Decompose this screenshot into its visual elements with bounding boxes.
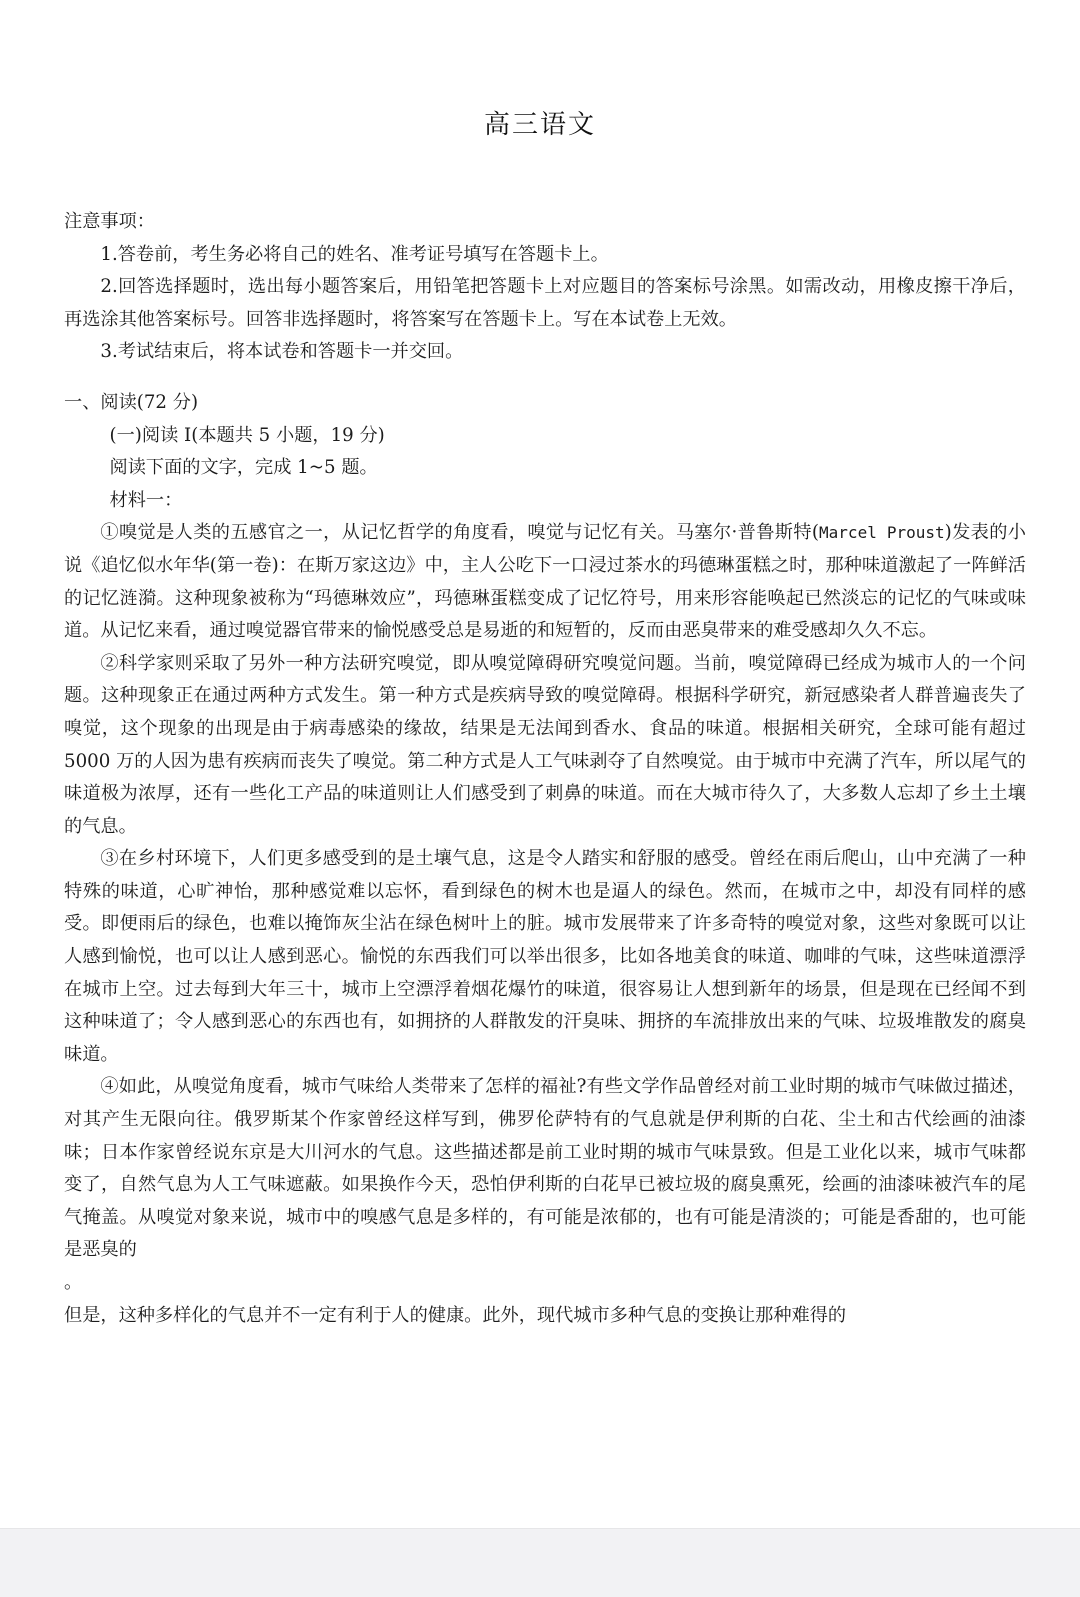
subsection-heading: (一)阅读 I(本题共 5 小题，19 分) (109, 424, 385, 446)
paragraph-5: 但是，这种多样化的气息并不一定有利于人的健康。此外，现代城市多种气息的变换让那种难得的 (64, 1304, 847, 1326)
paragraph-1-start: ①嗅觉是人类的五感官之一，从记忆哲学的角度看，嗅觉与记忆有关。马塞尔·普鲁斯特( (100, 522, 820, 544)
document-body (64, 206, 1026, 1332)
notice-item-1: 1.答卷前，考生务必将自己的姓名、准考证号填写在答题卡上。 (100, 243, 609, 265)
material-label: 材料一： (109, 489, 183, 511)
page-title: 高三语文 (483, 110, 596, 140)
paragraph-2: ②科学家则采取了另外一种方法研究嗅觉，即从嗅觉障碍研究嗅觉问题。当前，嗅觉障碍已经成为城市人的一个问题。这种现象正在通过两种方式发生。第一种方式是疾病导致的嗅觉障碍。根据科学研究，新冠感染者人群普遍丧失了嗅觉，这个现象的出现是由于病毒感染的缘故，结果是无法闻到香水、食品的味道。根据相关研究，全球可能有超过 5000 万的人因为患有疾病而丧失了嗅觉。第二种方式是人工气味剥夺了自然嗅觉。由于城市中充满了汽车，所以尾气的味道极为浓厚，还有一些化工产品的味道则让人们感受到了刺鼻的味道。而在大城市待久了，大多数人忘却了乡土土壤的气息。 (64, 652, 1026, 837)
paragraph-4: ④如此，从嗅觉角度看，城市气味给人类带来了怎样的福祉?有些文学作品曾经对前工业时期的城市气味做过描述，对其产生无限向往。俄罗斯某个作家曾经这样写到，佛罗伦萨特有的气息就是伊利斯的白花、尘土和古代绘画的油漆味；日本作家曾经说东京是大川河水的气息。这些描述都是前工业时期的城市气味景致。但是工业化以来，城市气味都变了，自然气息为人工气味遮蔽。如果换作今天，恐怕伊利斯的白花早已被垃圾的腐臭熏死，绘画的油漆味被汽车的尾气掩盖。从嗅觉对象来说，城市中的嗅感气息是多样的，有可能是浓郁的，也有可能是清淡的；可能是香甜的，也可能是恶臭的 (64, 1076, 1026, 1261)
paragraph-1 (64, 517, 1026, 647)
notice-item-3: 3.考试结束后，将本试卷和答题卡一并交回。 (100, 341, 464, 363)
section-heading: 一、阅读(72 分) (64, 391, 199, 413)
notice-heading: 注意事项： (64, 211, 155, 232)
notice-item-2: 2.回答选择题时，选出每小题答案后，用铅笔把答题卡上对应题目的答案标号涂黑。如需改动，用橡皮擦干净后，再选涂其他答案标号。回答非选择题时，将答案写在答题卡上。写在本试卷上无效。 (64, 276, 1026, 330)
reading-instruction: 阅读下面的文字，完成 1~5 题。 (109, 457, 378, 479)
paragraph-4-tail: 。 (64, 1272, 83, 1293)
paragraph-1-name: Marcel Proust (819, 523, 945, 543)
page-bottom-band (0, 1528, 1080, 1597)
paragraph-3: ③在乡村环境下，人们更多感受到的是土壤气息，这是令人踏实和舒服的感受。曾经在雨后爬山，山中充满了一种特殊的味道，心旷神怡，那种感觉难以忘怀，看到绿色的树木也是逼人的绿色。然而，在城市之中，却没有同样的感受。即便雨后的绿色，也难以掩饰灰尘沾在绿色树叶上的脏。城市发展带来了许多奇特的嗅觉对象，这些对象既可以让人感到愉悦，也可以让人感到恶心。愉悦的东西我们可以举出很多，比如各地美食的味道、咖啡的气味，这些味道漂浮在城市上空。过去每到大年三十，城市上空漂浮着烟花爆竹的味道，很容易让人想到新年的场景，但是现在已经闻不到这种味道了；令人感到恶心的东西也有，如拥挤的人群散发的汗臭味、拥挤的车流排放出来的气味、垃圾堆散发的腐臭味道。 (64, 848, 1026, 1065)
paragraph-1-rest: )发表的小说《追忆似水年华(第一卷)：在斯万家这边》中，主人公吃下一口浸过茶水的玛德琳蛋糕之时，那种味道激起了一阵鲜活的记忆涟漪。这种现象被称为“玛德琳效应”，玛德琳蛋糕变成了记忆符号，用来形容能唤起已然淡忘的记忆的气味或味道。从记忆来看，通过嗅觉器官带来的愉悦感受总是易逝的和短暂的，反而由恶臭带来的难受感却久久不忘。 (64, 522, 1026, 642)
